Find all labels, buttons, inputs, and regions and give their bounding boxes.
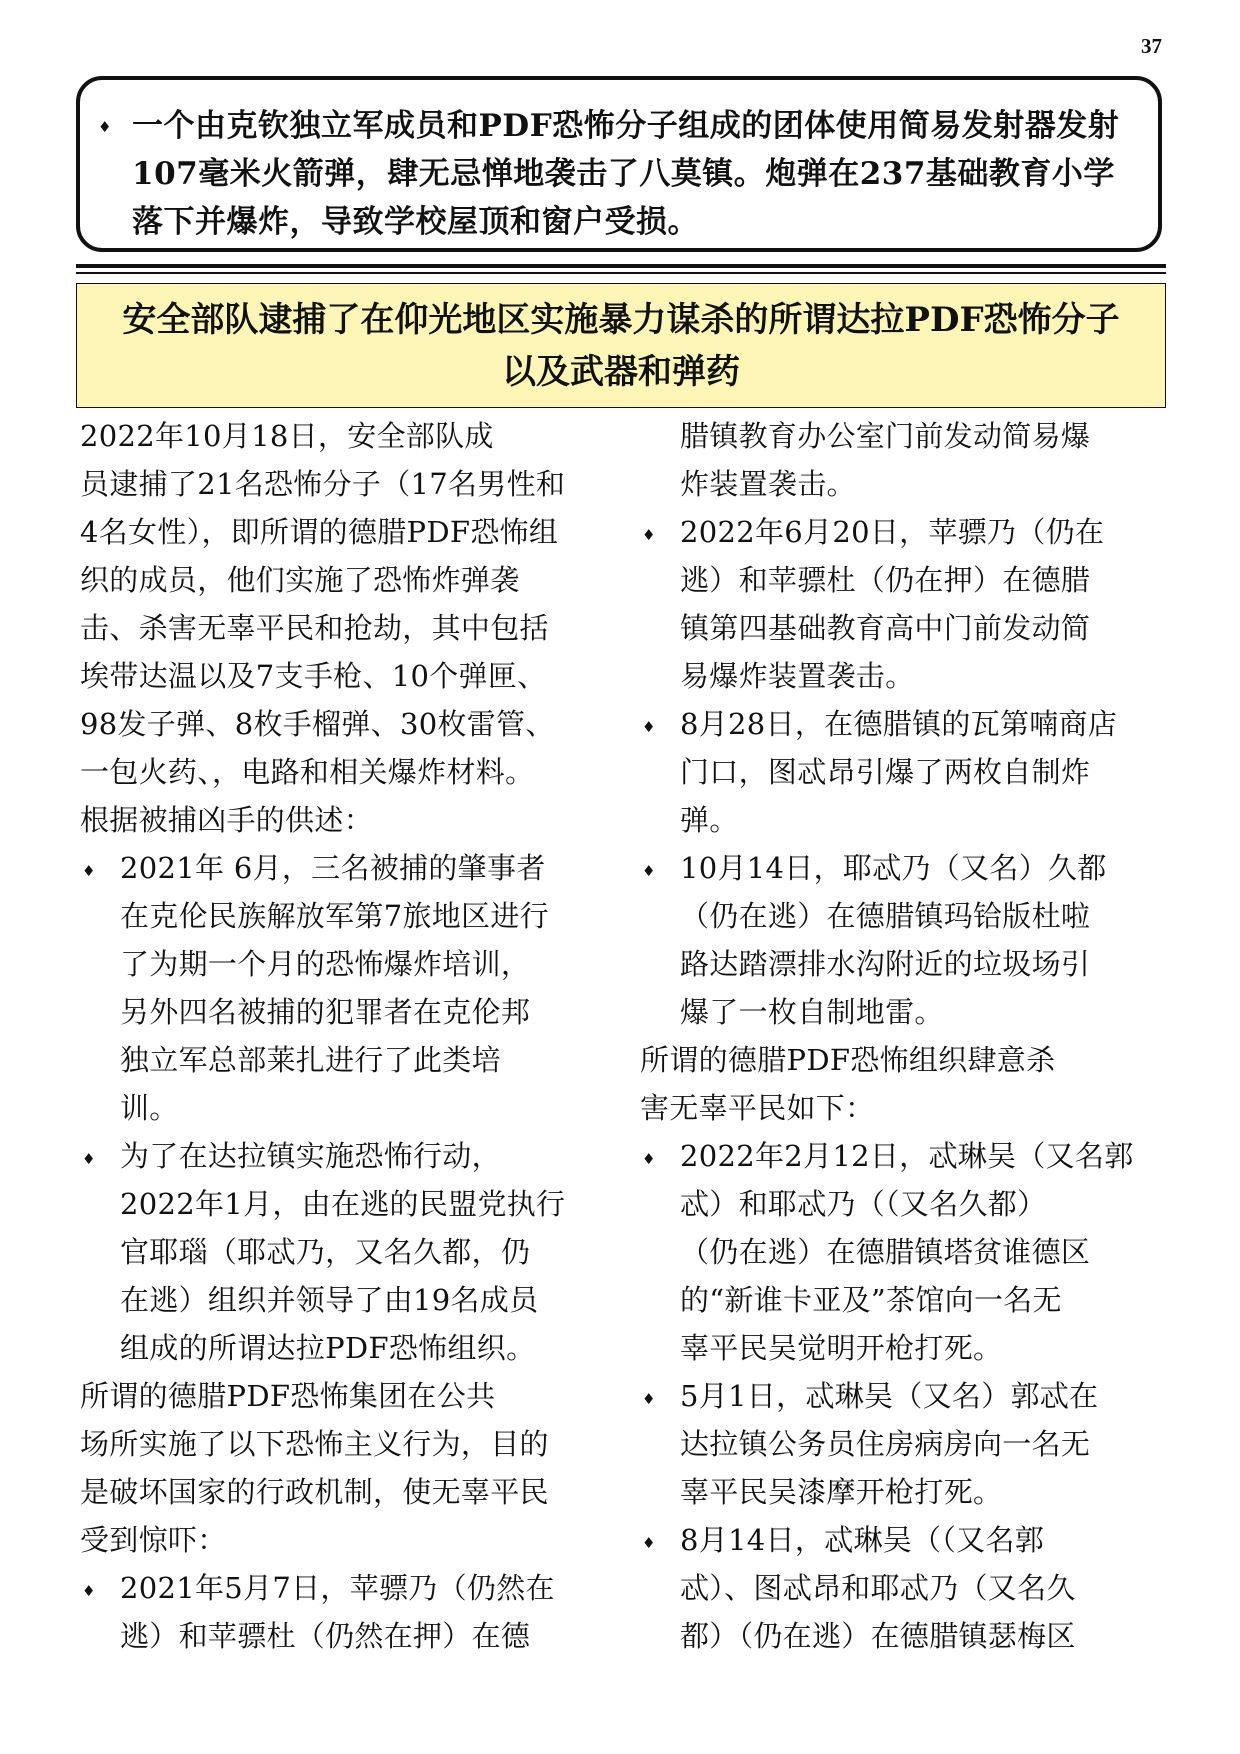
divider-thin <box>76 272 1166 274</box>
diamond-bullet-icon: ♦ <box>642 1390 656 1408</box>
list-item-text: 8月14日，忒琳吴（（又名郭 忒）、图忒昂和耶忒乃（又名久 都）（仍在逃）在德腊镇瑟梅区 <box>680 1523 1076 1653</box>
list-item-text: 2022年2月12日，忒琳吴（又名郭 忒）和耶忒乃（（又名久都） （仍在逃）在德腊镇塔贫谁德区 的“新谁卡亚及”茶馆向一名无 辜平民吴觉明开枪打死。 <box>680 1139 1134 1365</box>
diamond-bullet-icon: ♦ <box>82 862 96 880</box>
list-item <box>80 1132 608 1372</box>
article-title-box <box>76 283 1166 408</box>
diamond-bullet-icon: ♦ <box>98 118 112 136</box>
right-column <box>640 412 1170 1660</box>
diamond-bullet-icon: ♦ <box>642 526 656 544</box>
list-item-text: 2021年5月7日，苹骠乃（仍然在 逃）和苹骠杜（仍然在押）在德 <box>120 1571 555 1653</box>
diamond-bullet-icon: ♦ <box>642 1150 656 1168</box>
list-item-continued <box>640 412 1170 508</box>
diamond-bullet-icon: ♦ <box>82 1150 96 1168</box>
diamond-bullet-icon: ♦ <box>642 1534 656 1552</box>
left-paragraph-2: 根据被捕凶手的供述： <box>80 803 374 837</box>
list-item-text: 2021年 6月，三名被捕的肇事者 在克伦民族解放军第7旅地区进行 了为期一个月的恐怖爆炸培训， 另外四名被捕的犯罪者在克伦邦 独立军总部莱扎进行了此类培 训。 <box>120 851 549 1125</box>
list-item-text: 腊镇教育办公室门前发动简易爆 炸装置袭击。 <box>680 419 1091 501</box>
right-paragraph-1: 所谓的德腊PDF恐怖组织肆意杀 害无辜平民如下： <box>640 1043 1056 1125</box>
list-item-text: 5月1日，忒琳吴（又名）郭忒在 达拉镇公务员住房病房向一名无 辜平民吴漆摩开枪打死。 <box>680 1379 1099 1509</box>
left-column <box>80 412 608 1660</box>
divider-thick <box>76 264 1166 268</box>
list-item-text: 为了在达拉镇实施恐怖行动， 2022年1月，由在逃的民盟党执行 官耶瑙（耶忒乃，又名久都，仍 在逃）组织并领导了由19名成员 组成的所谓达拉PDF恐怖组织。 <box>120 1139 566 1365</box>
top-notice-text: 一个由克钦独立军成员和PDF恐怖分子组成的团体使用简易发射器发射 107毫米火箭弹，肆无忌惮地袭击了八莫镇。炮弹在237基础教育小学 落下并爆炸，导致学校屋顶和窗户受损。 <box>132 108 1120 240</box>
left-paragraph-1: 2022年10月18日，安全部队成 员逮捕了21名恐怖分子（17名男性和 4名女性），即所谓的德腊PDF恐怖组 织的成员，他们实施了恐怖炸弹袭 击、杀害无辜平民和抢劫，其中包括 埃带达温以及7支手枪、10个弹匣、 98发子弹、8枚手榴弹、30枚雷管、 一包火药、，电路和相关爆炸材料。 <box>80 419 566 789</box>
list-item <box>640 508 1170 700</box>
list-item-text: 8月28日，在德腊镇的瓦第喃商店 门口，图忒昂引爆了两枚自制炸 弹。 <box>680 707 1118 837</box>
list-item <box>640 844 1170 1036</box>
diamond-bullet-icon: ♦ <box>642 862 656 880</box>
list-item <box>640 1132 1170 1372</box>
left-paragraph-3: 所谓的德腊PDF恐怖集团在公共 场所实施了以下恐怖主义行为，目的 是破坏国家的行政机制，使无辜平民 受到惊吓： <box>80 1379 549 1557</box>
list-item <box>640 1372 1170 1516</box>
list-item <box>80 844 608 1132</box>
list-item-text: 10月14日，耶忒乃（又名）久都 （仍在逃）在德腊镇玛铪版杜啦 路达踏漂排水沟附近的垃圾场引 爆了一枚自制地雷。 <box>680 851 1107 1029</box>
article-title: 安全部队逮捕了在仰光地区实施暴力谋杀的所谓达拉PDF恐怖分子 以及武器和弹药 <box>122 299 1120 392</box>
top-notice-box <box>76 76 1162 252</box>
list-item-text: 2022年6月20日，苹骠乃（仍在 逃）和苹骠杜（仍在押）在德腊 镇第四基础教育高中门前发动简 易爆炸装置袭击。 <box>680 515 1105 693</box>
list-item <box>80 1564 608 1660</box>
diamond-bullet-icon: ♦ <box>82 1582 96 1600</box>
page-number: 37 <box>1141 34 1162 58</box>
diamond-bullet-icon: ♦ <box>642 718 656 736</box>
list-item <box>640 700 1170 844</box>
list-item <box>640 1516 1170 1660</box>
